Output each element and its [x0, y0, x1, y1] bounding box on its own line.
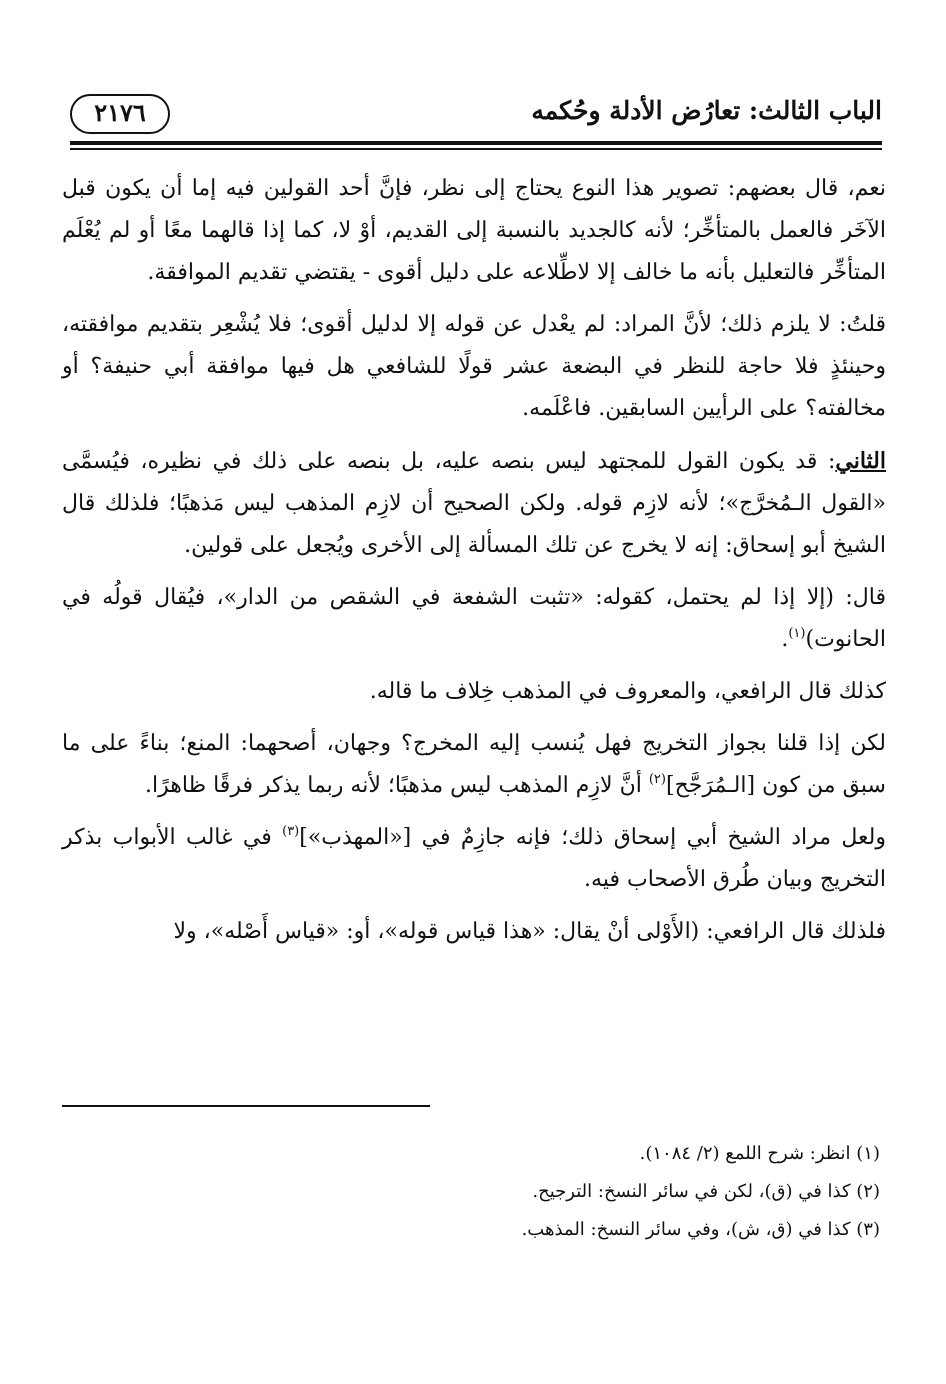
paragraph: قلتُ: لا يلزم ذلك؛ لأنَّ المراد: لم يعْدل عن قوله إلا لدليل أقوى؛ فلا يُشْعِر بتقديم موافقته، وحينئذٍ فلا حاجة للنظر في البضعة عشر قولًا للشافعي هل فيها موافقة أبي حنيفة؟ أو مخالفته؟ على الرأيين السابقين. فاعْلَمه. — [62, 312, 886, 421]
paragraph-text: : قد يكون القول للمجتهد ليس بنصه عليه، بل بنصه على ذلك في نظيره، فيُسمَّى «القول الـمُخرَّج»؛ لأنه لازِم قوله. ولكن الصحيح أن لازِم المذهب ليس مَذهبًا؛ فلذلك قال الشيخ أبو إسحاق: إنه لا يخرج عن تلك المسألة إلى الأخرى ويُجعل على قولين. — [62, 449, 886, 558]
paragraph-text: لكن إذا قلنا بجواز التخريج فهل يُنسب إليه المخرج؟ وجهان، أصحهما: المنع؛ بناءً على ما سبق من كون [الـمُرَجَّح] — [62, 731, 886, 798]
footnote-ref[interactable]: (٣) — [282, 824, 300, 839]
header-rule-thin — [70, 148, 882, 150]
footnote-ref[interactable]: (١) — [788, 626, 806, 641]
footnote-separator — [62, 1105, 430, 1107]
paragraph-text: ولعل مراد الشيخ أبي إسحاق ذلك؛ فإنه جازِمٌ في [«المهذب»] — [299, 825, 886, 850]
page-header — [70, 96, 882, 136]
page-number-badge: ٢١٧٦ — [70, 94, 170, 134]
paragraph-text: أنَّ لازِم المذهب ليس مذهبًا؛ لأنه ربما يذكر فرقًا ظاهرًا. — [145, 773, 649, 798]
paragraph: فلذلك قال الرافعي: (الأَوْلى أنْ يقال: «هذا قياس قوله»، أو: «قياس أَصْله»، ولا — [173, 919, 886, 944]
paragraph — [62, 577, 886, 661]
paragraph-text: قال: (إلا إذا لم يحتمل، كقوله: «تثبت الشفعة في الشقص من الدار»، فيُقال قولُه في الحانوت) — [62, 585, 886, 652]
main-text — [62, 168, 886, 963]
chapter-title: الباب الثالث: تعارُض الأدلة وحُكمه — [531, 96, 882, 125]
paragraph: كذلك قال الرافعي، والمعروف في المذهب خِلاف ما قاله. — [369, 679, 886, 704]
paragraph — [62, 817, 886, 901]
paragraph-text: . — [781, 627, 789, 652]
footnote: (١) انظر: شرح اللمع (٢/ ١٠٨٤). — [639, 1143, 880, 1164]
paragraph-text: في غالب الأبواب بذكر التخريج وبيان طُرق الأصحاب فيه. — [62, 825, 886, 892]
paragraph — [62, 440, 886, 567]
footnote: (٣) كذا في (ق، ش)، وفي سائر النسخ: المذهب. — [521, 1219, 880, 1240]
paragraph — [62, 723, 886, 807]
header-rule-thick — [70, 141, 882, 145]
paragraph-lead: الثاني — [835, 448, 886, 474]
footnote: (٢) كذا في (ق)، لكن في سائر النسخ: الترجيح. — [532, 1181, 880, 1202]
paragraph: نعم، قال بعضهم: تصوير هذا النوع يحتاج إلى نظر، فإنَّ أحد القولين فيه إما أن يكون قبل الآخَر فالعمل بالمتأخِّر؛ لأنه كالجديد بالنسبة إلى القديم، أوْ لا، كما إذا قالهما معًا أو لم يُعْلَم المتأخِّر فالتعليل بأنه ما خالف إلا لاطِّلاعه على دليل أقوى - يقتضي تقديم الموافقة. — [62, 176, 886, 285]
footnote-ref[interactable]: (٢) — [648, 772, 666, 787]
footnotes — [62, 1135, 880, 1249]
